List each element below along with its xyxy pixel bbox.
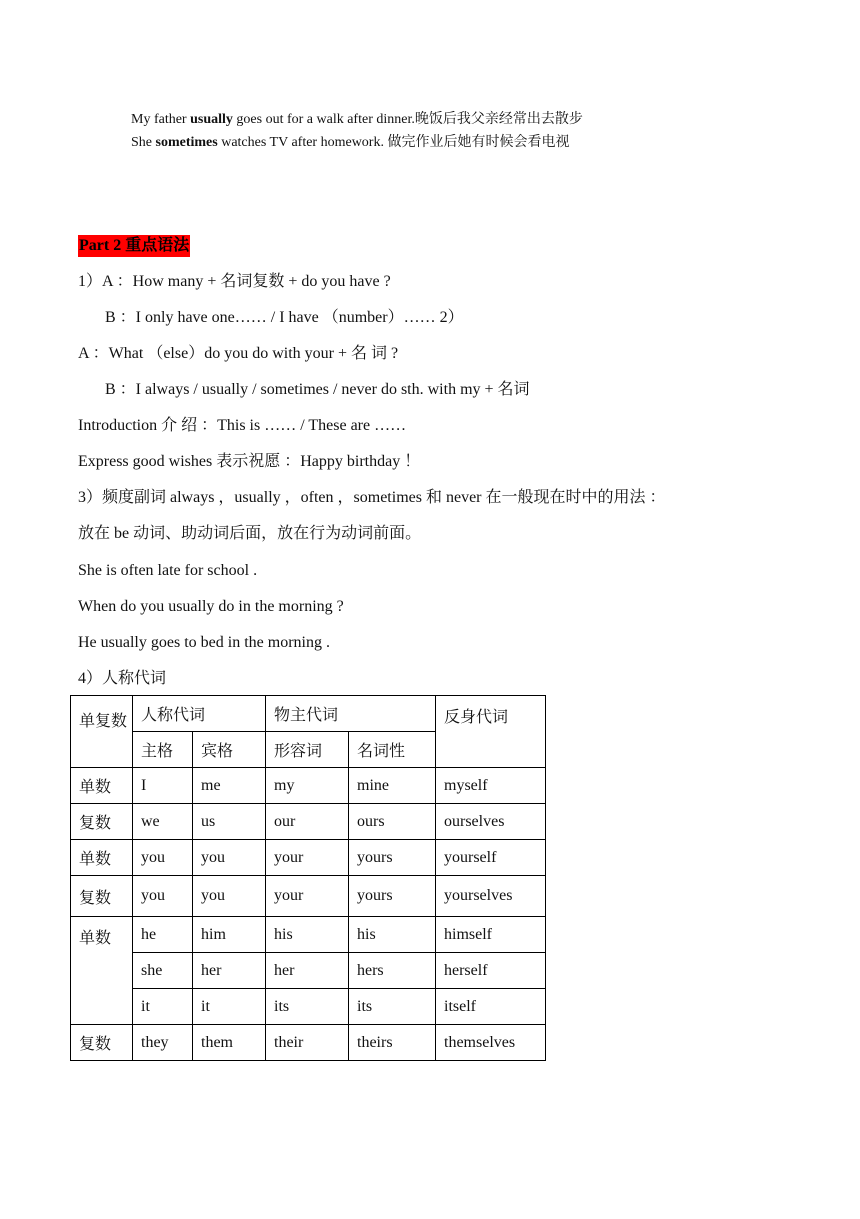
cell-noun: yours xyxy=(349,840,436,876)
example-text: watches TV after homework. 做完作业后她有时候会看电视 xyxy=(217,135,570,150)
header-personal: 人称代词 xyxy=(133,696,266,732)
grammar-line: Express good wishes 表示祝愿 ：Happy birthday ！ xyxy=(78,453,421,470)
header-subject: 主格 xyxy=(133,732,193,768)
cell-reflexive: himself xyxy=(436,917,546,953)
cell-number: 复数 xyxy=(71,804,133,840)
cell-adjective: their xyxy=(266,1025,349,1061)
table-row xyxy=(71,989,546,1025)
cell-adjective: his xyxy=(266,917,349,953)
example-keyword: usually xyxy=(190,112,233,127)
header-reflexive: 反身代词 xyxy=(436,696,546,768)
cell-adjective: our xyxy=(266,804,349,840)
cell-subject: I xyxy=(133,768,193,804)
table-row xyxy=(71,1025,546,1061)
cell-object: him xyxy=(193,917,266,953)
cell-reflexive: herself xyxy=(436,953,546,989)
header-adjective: 形容词 xyxy=(266,732,349,768)
cell-subject: he xyxy=(133,917,193,953)
cell-subject: she xyxy=(133,953,193,989)
cell-object: it xyxy=(193,989,266,1025)
grammar-line: 3）频度副词 always ，usually ，often ，sometimes 和 never 在一般现在时中的用法 ： xyxy=(78,489,666,506)
header-object: 宾格 xyxy=(193,732,266,768)
cell-noun: ours xyxy=(349,804,436,840)
cell-adjective: its xyxy=(266,989,349,1025)
header-number: 单复数 xyxy=(71,696,133,768)
cell-subject: we xyxy=(133,804,193,840)
cell-object: you xyxy=(193,876,266,917)
grammar-line: B ：I always / usually / sometimes / never do sth. with my + 名词 xyxy=(105,381,530,398)
cell-number: 单数 xyxy=(71,917,133,1025)
example-sentence-1 xyxy=(131,110,583,130)
grammar-line: 放在 be 动词、助动词后面，放在行为动词前面。 xyxy=(78,525,422,542)
cell-reflexive: yourself xyxy=(436,840,546,876)
grammar-line: Introduction 介 绍 ：This is …… / These are …… xyxy=(78,417,407,434)
cell-reflexive: yourselves xyxy=(436,876,546,917)
table-row xyxy=(71,953,546,989)
cell-reflexive: itself xyxy=(436,989,546,1025)
table-header-row xyxy=(71,696,546,732)
header-noun: 名词性 xyxy=(349,732,436,768)
example-text: My father xyxy=(131,112,191,127)
cell-reflexive: myself xyxy=(436,768,546,804)
grammar-line: He usually goes to bed in the morning . xyxy=(78,634,330,651)
grammar-line: 4）人称代词 xyxy=(78,670,167,687)
cell-object: us xyxy=(193,804,266,840)
table-row xyxy=(71,840,546,876)
cell-number: 单数 xyxy=(71,840,133,876)
cell-subject: you xyxy=(133,876,193,917)
cell-adjective: her xyxy=(266,953,349,989)
grammar-line: She is often late for school . xyxy=(78,562,258,579)
table-row xyxy=(71,876,546,917)
cell-subject: you xyxy=(133,840,193,876)
cell-number: 复数 xyxy=(71,1025,133,1061)
cell-adjective: my xyxy=(266,768,349,804)
cell-subject: it xyxy=(133,989,193,1025)
cell-number: 复数 xyxy=(71,876,133,917)
section-heading: Part 2 重点语法 xyxy=(78,235,190,257)
cell-noun: mine xyxy=(349,768,436,804)
example-text: goes out for a walk after dinner.晚饭后我父亲经常出去散步 xyxy=(232,112,583,127)
cell-noun: hers xyxy=(349,953,436,989)
grammar-line: 1）A ：How many + 名词复数 + do you have ? xyxy=(78,273,391,290)
cell-object: you xyxy=(193,840,266,876)
grammar-line: When do you usually do in the morning ? xyxy=(78,598,344,615)
example-sentence-2 xyxy=(131,133,569,153)
cell-noun: yours xyxy=(349,876,436,917)
cell-adjective: your xyxy=(266,876,349,917)
cell-subject: they xyxy=(133,1025,193,1061)
cell-object: them xyxy=(193,1025,266,1061)
header-possessive: 物主代词 xyxy=(266,696,436,732)
grammar-line: B ：I only have one…… / I have （number）…… 2） xyxy=(105,309,464,326)
pronoun-table xyxy=(70,695,546,1061)
grammar-line: A ：What （else）do you do with your + 名 词 ? xyxy=(78,345,399,362)
cell-noun: theirs xyxy=(349,1025,436,1061)
cell-object: me xyxy=(193,768,266,804)
cell-number: 单数 xyxy=(71,768,133,804)
cell-adjective: your xyxy=(266,840,349,876)
cell-reflexive: ourselves xyxy=(436,804,546,840)
cell-reflexive: themselves xyxy=(436,1025,546,1061)
cell-noun: his xyxy=(349,917,436,953)
table-row xyxy=(71,804,546,840)
table-row xyxy=(71,917,546,953)
table-row xyxy=(71,768,546,804)
cell-object: her xyxy=(193,953,266,989)
example-keyword: sometimes xyxy=(155,135,218,150)
example-text: She xyxy=(131,135,156,150)
cell-noun: its xyxy=(349,989,436,1025)
